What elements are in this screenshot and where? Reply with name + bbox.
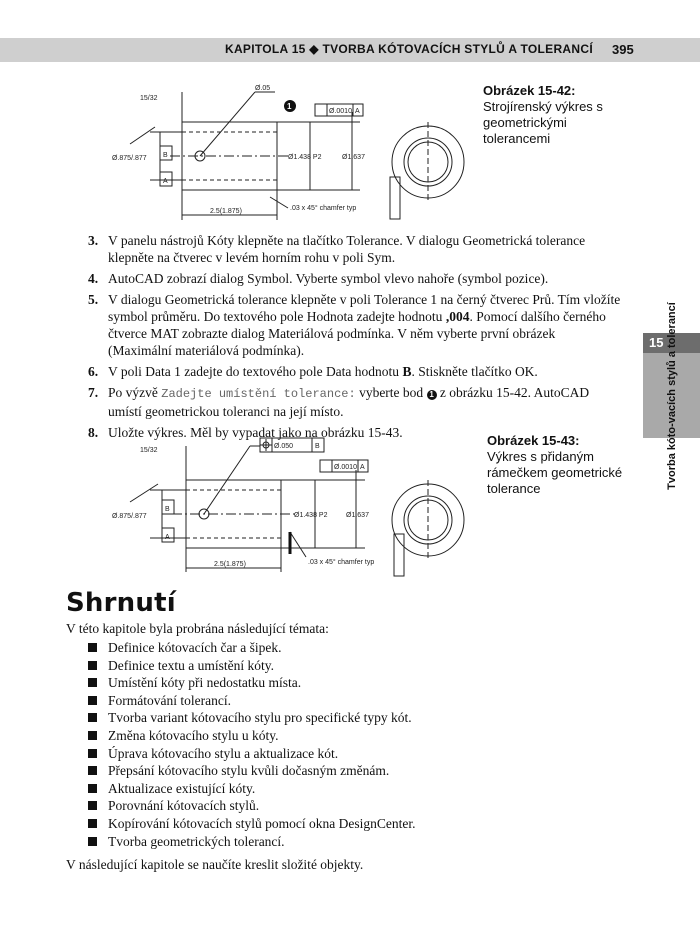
list-item: Definice kótovacích čar a šipek.	[88, 639, 415, 657]
step-item	[88, 270, 622, 287]
fig2-top-dim: 15/32	[140, 447, 158, 454]
figure-15-42-caption-title: Obrázek 15-42:	[483, 83, 576, 98]
step-number: 8.	[88, 425, 99, 440]
step-text: . Pomocí dalšího černého čtverce MAT zobrazte dialog Materiálová podmínka. V něm vyberte první obrázek (Maximální materiálová podmínka).	[108, 309, 606, 358]
list-item: Kopírování kótovacích stylů pomocí okna DesignCenter.	[88, 815, 415, 833]
step-text: . Stiskněte tlačítko OK.	[411, 364, 538, 379]
step-number: 7.	[88, 385, 99, 400]
figure-15-43-caption-text: Výkres s přidaným rámečkem geometrické tolerance	[487, 449, 623, 496]
step-number: 4.	[88, 271, 99, 286]
fig2-fcf-position-value: Ø.050	[274, 443, 294, 450]
step-bold-value: B	[402, 364, 412, 379]
fig2-fcf-value: Ø.0010	[334, 464, 357, 471]
step-text: vyberte bod	[355, 385, 427, 400]
side-tab-number: 15	[643, 333, 700, 353]
figure-15-42-drawing	[110, 82, 480, 230]
step-text: Po výzvě	[108, 385, 162, 400]
running-header-chapter: KAPITOLA 15 ◆ TVORBA KÓTOVACÍCH STYLŮ A TOLERANCÍ	[225, 42, 593, 56]
list-item: Aktualizace existující kóty.	[88, 780, 415, 798]
list-item: Definice textu a umístění kóty.	[88, 657, 415, 675]
figure-15-43-drawing	[110, 432, 480, 580]
figure-15-43-caption	[487, 433, 623, 497]
fig1-leader: Ø.05	[255, 85, 271, 92]
fig2-chamfer: .03 x 45° chamfer typ	[308, 559, 375, 566]
fig2-inner-dim: Ø1.438 P2	[294, 512, 328, 519]
step-text: Uložte výkres. Měl by vypadat jako na obrázku 15-43.	[108, 425, 403, 440]
fig1-outer-dim: Ø1.637	[342, 154, 365, 161]
step-text: V dialogu Geometrická tolerance klepněte v poli Tolerance 1 na černý čtverec Prů. Tím vložíte symbol průměru. Do textového pole Hodnota zadejte hodnotu	[108, 292, 621, 324]
fig1-datum-b: B	[163, 152, 168, 159]
fig2-fcf-datum-b: B	[315, 443, 320, 450]
list-item: Změna kótovacího stylu u kóty.	[88, 727, 415, 745]
list-item: Tvorba geometrických tolerancí.	[88, 833, 415, 851]
step-item	[88, 384, 622, 420]
fig1-fcf-datum: A	[355, 108, 360, 115]
fig1-inner-dim: Ø1.438 P2	[288, 154, 322, 161]
fig2-bottom-dim: 2.5(1.875)	[214, 561, 246, 568]
step-item	[88, 291, 622, 359]
callout-1: 1	[287, 102, 292, 111]
step-item	[88, 232, 622, 266]
list-item: Přepsání kótovacího stylu kvůli dočasným změnám.	[88, 762, 415, 780]
fig2-datum-b: B	[165, 506, 170, 513]
instruction-steps	[88, 232, 622, 445]
fig2-left-dim: Ø.875/.877	[112, 513, 147, 520]
page-number: 395	[612, 42, 634, 57]
list-item: Tvorba variant kótovacího stylu pro specifické typy kót.	[88, 709, 415, 727]
fig1-top-dim: 15/32	[140, 95, 158, 102]
step-text: AutoCAD zobrazí dialog Symbol. Vyberte symbol vlevo nahoře (symbol pozice).	[108, 271, 549, 286]
fig2-outer-dim: Ø1.637	[346, 512, 369, 519]
side-tab-label: Tvorba kóto-vacích stylů a tolerancí	[665, 301, 678, 490]
list-item: Umístění kóty při nedostatku místa.	[88, 674, 415, 692]
step-text: z obrázku 15-42. AutoCAD umístí geometrickou toleranci na její místo.	[108, 385, 590, 419]
step-number: 5.	[88, 292, 99, 307]
summary-intro: V této kapitole byla probrána následující témata:	[66, 621, 329, 636]
list-item: Úprava kótovacího stylu a aktualizace kót.	[88, 745, 415, 763]
step-text: V poli Data 1 zadejte do textového pole Data hodnotu	[108, 364, 403, 379]
fig2-fcf-datum: A	[360, 464, 365, 471]
step-item	[88, 363, 622, 380]
step-number: 6.	[88, 364, 99, 379]
command-prompt: Zadejte umístění tolerance:	[161, 387, 356, 401]
fig2-datum-a: A	[165, 534, 170, 541]
step-number: 3.	[88, 233, 99, 248]
summary-topics-list	[88, 639, 415, 850]
figure-15-42-caption-text: Strojírenský výkres s geometrickými tolerancemi	[483, 99, 603, 146]
step-text: V panelu nástrojů Kóty klepněte na tlačítko Tolerance. V dialogu Geometrická tolerance klepněte na čtverec v levém horním rohu v poli Sym.	[108, 233, 586, 265]
fig1-fcf-value: Ø.0010	[329, 108, 352, 115]
list-item: Porovnání kótovacích stylů.	[88, 797, 415, 815]
fig1-bottom-dim: 2.5(1.875)	[210, 208, 242, 215]
summary-outro: V následující kapitole se naučíte kreslit složité objekty.	[66, 857, 364, 872]
fig1-datum-a: A	[163, 178, 168, 185]
callout-marker-icon: 1	[427, 390, 437, 400]
fig1-chamfer: .03 x 45° chamfer typ	[290, 205, 357, 212]
figure-15-42-caption	[483, 83, 623, 147]
figure-15-43-caption-title: Obrázek 15-43:	[487, 433, 580, 448]
step-bold-value: ,004	[445, 309, 470, 324]
fig1-left-dim: Ø.875/.877	[112, 155, 147, 162]
chapter-side-tab	[643, 301, 700, 490]
section-title: Shrnutí	[66, 588, 176, 618]
list-item: Formátování tolerancí.	[88, 692, 415, 710]
